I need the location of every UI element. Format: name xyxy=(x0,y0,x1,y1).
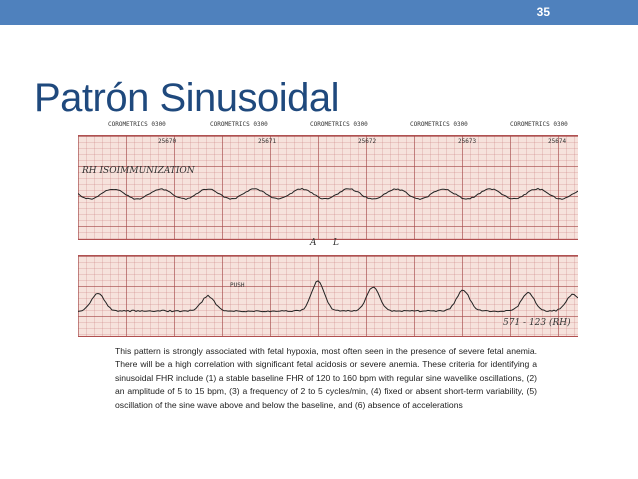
slide-description: This pattern is strongly associated with fetal hypoxia, most often seen in the presence of severe fetal anemia. There will be a high correlation with significant fetal acidosis or severe anemia. These criteria for identifying a sinusoidal FHR include (1) a stable baseline FHR of 120 to 160 bpm with regular sine wavelike oscillations, (2) an amplitude of 5 to 15 bpm, (3) a frequency of 2 to 5 cycles/min, (4) fixed or absent short-term variability, (5) oscillation of the sine wave above and below the baseline, and (6) absence of accelerations xyxy=(115,346,537,410)
header-code-4: COROMETRICS 0300 xyxy=(410,121,468,128)
header-code-5: COROMETRICS 0300 xyxy=(510,121,568,128)
fhr-sine-wave xyxy=(78,136,578,239)
header-code-3: COROMETRICS 0300 xyxy=(310,121,368,128)
slide-title: Patrón Sinusoidal xyxy=(34,76,340,120)
marker-l: L xyxy=(333,238,339,248)
page-number-2: 25671 xyxy=(258,138,277,145)
page-number-5: 25674 xyxy=(548,138,567,145)
page-number-3: 25672 xyxy=(358,138,377,145)
slide-number: 35 xyxy=(536,5,550,19)
page-number-4: 25673 xyxy=(458,138,477,145)
header-code-2: COROMETRICS 0300 xyxy=(210,121,268,128)
handwritten-diagnosis: RH ISOIMMUNIZATION xyxy=(82,166,195,176)
page-number-1: 25670 xyxy=(158,138,177,145)
fhr-line xyxy=(78,189,578,200)
tracing-header xyxy=(78,121,578,135)
marker-a: A xyxy=(310,238,317,248)
header-code-1: COROMETRICS 0300 xyxy=(108,121,166,128)
handwritten-note: 571 - 123 (RH) xyxy=(503,318,571,328)
fhr-tracing-strip xyxy=(78,135,578,240)
uterine-activity-strip xyxy=(78,238,578,337)
uterine-line xyxy=(78,281,578,312)
push-label: PUSH xyxy=(230,282,245,289)
top-bar xyxy=(0,0,638,25)
